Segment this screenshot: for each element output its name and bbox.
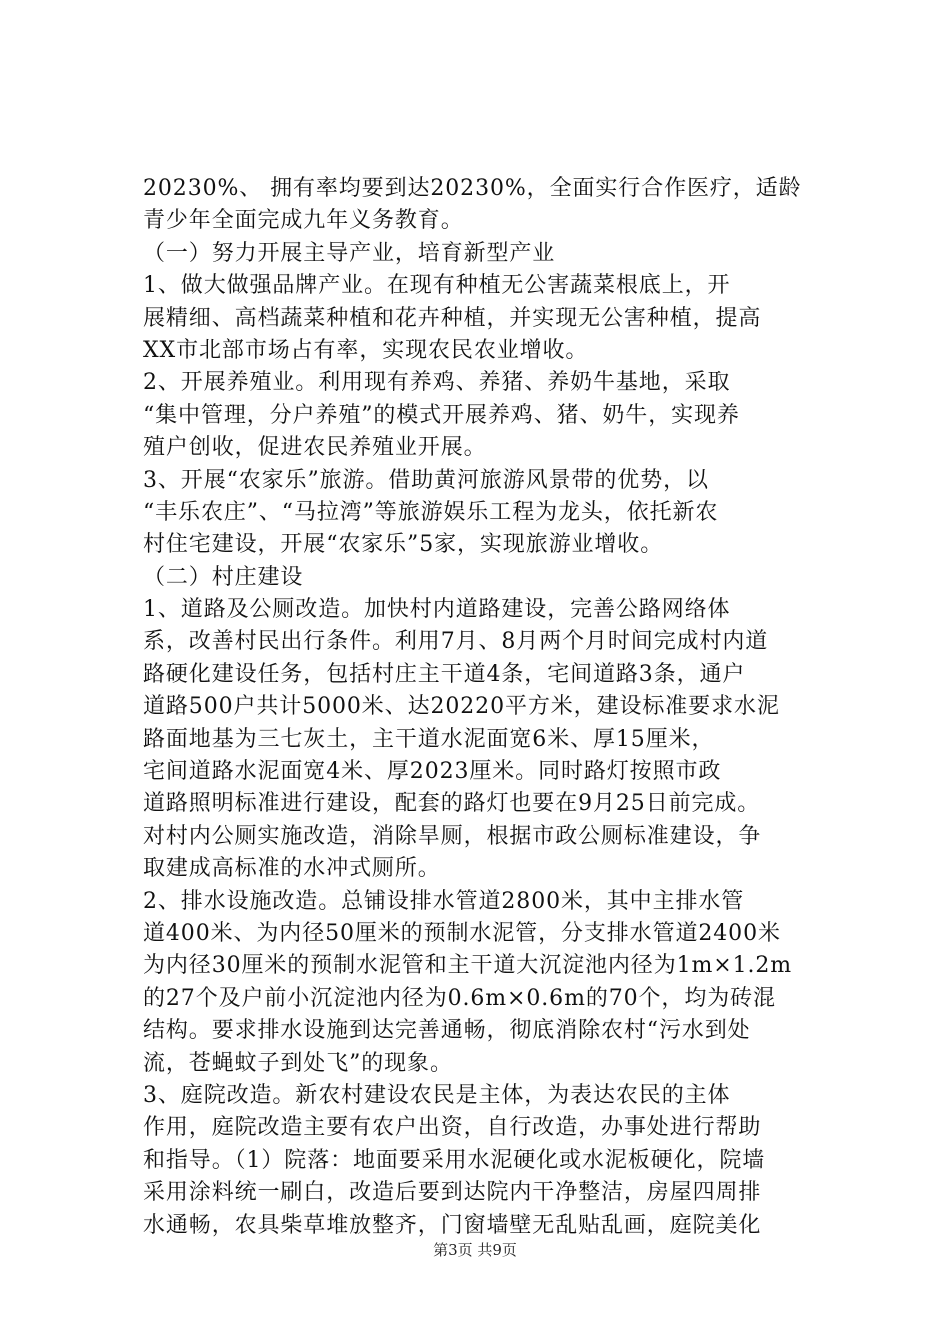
- text-line: 流，苍蝇蚊子到处飞”的现象。: [143, 1050, 453, 1076]
- text-line: 为内径30厘米的预制水泥管和主干道大沉淀池内径为1m×1.2m: [143, 953, 793, 979]
- text-line: 1、做大做强品牌产业。在现有种植无公害蔬菜根底上，开: [143, 273, 731, 299]
- text-line: 3、庭院改造。新农村建设农民是主体，为表达农民的主体: [143, 1082, 731, 1108]
- section-heading: （二）村庄建设: [143, 564, 304, 590]
- text-line: 路面地基为三七灰土，主干道水泥面宽6米、厚15厘米，: [143, 726, 715, 752]
- text-line: 对村内公厕实施改造，消除旱厕，根据市政公厕标准建设，争: [143, 823, 762, 849]
- text-line: 结构。要求排水设施到达完善通畅，彻底消除农村“污水到处: [143, 1018, 751, 1044]
- text-line: 道400米、为内径50厘米的预制水泥管，分支排水管道2400米: [143, 920, 781, 946]
- text-line: 村住宅建设，开展“农家乐”5家，实现旅游业增收。: [143, 532, 664, 558]
- section-heading: （一）努力开展主导产业，培育新型产业: [143, 240, 556, 266]
- text-line: 路硬化建设任务，包括村庄主干道4条，宅间道路3条，通户: [143, 661, 746, 687]
- text-line: 道路500户共计5000米、达20220平方米，建设标准要求水泥: [143, 694, 780, 720]
- text-line: 系，改善村民出行条件。利用7月、8月两个月时间完成村内道: [143, 629, 769, 655]
- text-line: 2、开展养殖业。利用现有养鸡、养猪、养奶牛基地，采取: [143, 370, 731, 396]
- text-line: 2、排水设施改造。总铺设排水管道2800米，其中主排水管: [143, 888, 745, 914]
- text-line: 和指导。（1）院落：地面要采用水泥硬化或水泥板硬化，院墙: [143, 1147, 766, 1173]
- text-line: 1、道路及公厕改造。加快村内道路建设，完善公路网络体: [143, 597, 731, 623]
- text-line: 3、开展“农家乐”旅游。借助黄河旅游风景带的优势，以: [143, 467, 709, 493]
- text-line: 取建成高标准的水冲式厕所。: [143, 856, 441, 882]
- text-line: 道路照明标准进行建设，配套的路灯也要在9月25日前完成。: [143, 791, 761, 817]
- text-line: 宅间道路水泥面宽4米、厚2023厘米。同时路灯按照市政: [143, 759, 722, 785]
- text-line: “丰乐农庄”、“马拉湾”等旅游娱乐工程为龙头，依托新农: [143, 499, 719, 525]
- text-line: 采用涂料统一刷白，改造后要到达院内干净整洁，房屋四周排: [143, 1180, 762, 1206]
- text-line: 殖户创收，促进农民养殖业开展。: [143, 435, 487, 461]
- text-line: 作用，庭院改造主要有农户出资，自行改造，办事处进行帮助: [143, 1115, 762, 1141]
- page-number-footer: 第3页 共9页: [433, 1241, 517, 1259]
- text-line: 20230%、 拥有率均要到达20230%，全面实行合作医疗，适龄: [143, 176, 802, 201]
- text-line: 展精细、高档蔬菜种植和花卉种植，并实现无公害种植，提高: [143, 305, 762, 331]
- text-line: “集中管理，分户养殖”的模式开展养鸡、猪、奶牛，实现养: [143, 402, 740, 428]
- text-line: XX市北部市场占有率，实现农民农业增收。: [143, 337, 589, 363]
- text-line: 水通畅，农具柴草堆放整齐，门窗墙壁无乱贴乱画，庭院美化: [143, 1212, 762, 1238]
- text-line: 青少年全面完成九年义务教育。: [143, 208, 464, 234]
- text-line: 的27个及户前小沉淀池内径为0.6m×0.6m的70个，均为砖混: [143, 985, 776, 1011]
- document-body: [143, 173, 833, 1242]
